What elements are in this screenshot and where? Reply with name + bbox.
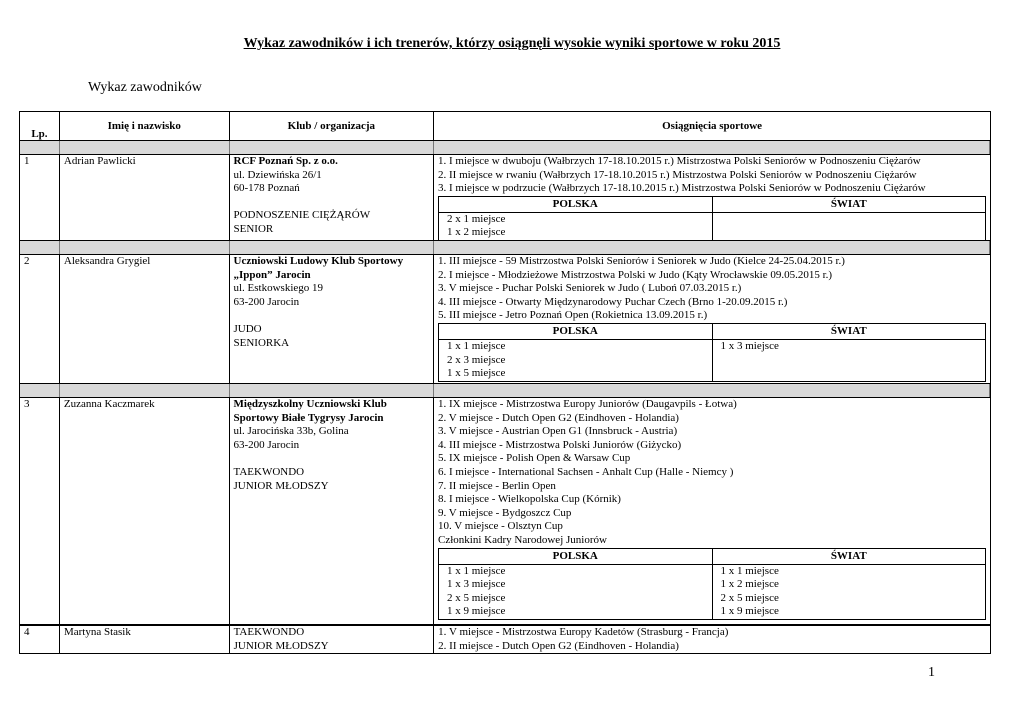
discipline: TAEKWONDO [233, 465, 305, 478]
club-cell [230, 626, 435, 653]
results-header-world: ŚWIAT [712, 196, 986, 212]
achievement-item: 8. I miejsce - Wielkopolska Cup (Kórnik) [438, 493, 621, 506]
club-name: „Ippon” Jarocin [233, 268, 311, 281]
row-lp: 1 [20, 155, 60, 240]
achievement-item: 4. III miejsce - Otwarty Międzynarodowy Puchar Czech (Brno 1-20.09.2015 r.) [438, 295, 788, 308]
table-row [19, 155, 991, 241]
achievement-item: 1. I miejsce w dwuboju (Wałbrzych 17-18.10.2015 r.) Mistrzostwa Polski Seniorów w Podnoszeniu Ciężarów [438, 155, 921, 167]
athlete-name: Zuzanna Kaczmarek [60, 398, 230, 624]
club-postcode: 63-200 Jarocin [233, 295, 300, 308]
achievement-item: 1. IX miejsce - Mistrzostwa Europy Juniorów (Daugavpils - Łotwa) [438, 398, 737, 410]
result-item: 2 x 5 miejsce [447, 591, 506, 604]
achievement-item: 2. I miejsce - Młodzieżowe Mistrzostwa Polski w Judo (Kąty Wrocławskie 09.05.2015 r.) [438, 268, 833, 281]
row-lp: 2 [20, 255, 60, 383]
results-header-world: ŚWIAT [712, 548, 986, 564]
club-name: Sportowy Białe Tygrysy Jarocin [233, 411, 384, 424]
result-item: 1 x 2 miejsce [447, 226, 506, 239]
results-table [438, 196, 986, 241]
achievement-item: Członkini Kadry Narodowej Juniorów [438, 533, 607, 546]
achievement-item: 9. V miejsce - Bydgoszcz Cup [438, 506, 572, 519]
discipline: TAEKWONDO [233, 626, 305, 638]
results-header-poland: POLSKA [439, 196, 713, 212]
club-cell [230, 255, 435, 383]
results-header-poland: POLSKA [439, 323, 713, 339]
club-name: RCF Poznań Sp. z o.o. [233, 155, 338, 167]
achievement-item: 1. III miejsce - 59 Mistrzostwa Polski Seniorów i Seniorek w Judo (Kielce 24-25.04.2015 r.) [438, 255, 845, 267]
achievement-item: 3. V miejsce - Austrian Open G1 (Innsbruck - Austria) [438, 425, 678, 438]
result-item: 1 x 3 miejsce [720, 339, 779, 352]
achievements-cell [434, 626, 990, 653]
row-separator [19, 141, 991, 155]
achievement-item: 2. II miejsce w rwaniu (Wałbrzych 17-18.10.2015 r.) Mistrzostwa Polski Seniorów w Podnoszeniu Ciężarów [438, 168, 917, 181]
table-row [19, 398, 991, 625]
result-item: 1 x 1 miejsce [720, 564, 779, 577]
header-achievements: Osiągnięcia sportowe [662, 120, 763, 132]
header-lp: Lp. [20, 112, 60, 140]
achievement-item: 4. III miejsce - Mistrzostwa Polski Juniorów (Giżycko) [438, 438, 682, 451]
results-header-world: ŚWIAT [712, 323, 986, 339]
club-cell [230, 398, 435, 624]
results-poland [439, 564, 713, 619]
header-name: Imię i nazwisko [60, 112, 230, 140]
achievement-item: 10. V miejsce - Olsztyn Cup [438, 520, 563, 533]
result-item: 1 x 3 miejsce [447, 578, 506, 591]
results-world [712, 339, 986, 381]
category: SENIORKA [233, 336, 290, 349]
club-postcode: 63-200 Jarocin [233, 438, 300, 451]
achievement-item: 3. V miejsce - Puchar Polski Seniorek w Judo ( Luboń 07.03.2015 r.) [438, 282, 742, 295]
achievement-item: 1. V miejsce - Mistrzostwa Europy Kadetów (Strasburg - Francja) [438, 626, 729, 638]
achievement-item: 6. I miejsce - International Sachsen - Anhalt Cup (Halle - Niemcy ) [438, 465, 734, 478]
result-item: 1 x 9 miejsce [447, 605, 506, 618]
table-row [19, 625, 991, 654]
table-header [19, 111, 991, 141]
table-row [19, 255, 991, 384]
achievement-item: 5. III miejsce - Jetro Poznań Open (Rokietnica 13.09.2015 r.) [438, 309, 708, 322]
achievements-cell [434, 255, 990, 383]
result-item: 1 x 1 miejsce [447, 339, 506, 352]
achievement-item: 7. II miejsce - Berlin Open [438, 479, 556, 492]
club-name: Międzyszkolny Uczniowski Klub [233, 398, 387, 410]
club-cell [230, 155, 435, 240]
athlete-name: Martyna Stasik [60, 626, 230, 653]
results-table [438, 548, 986, 620]
achievements-cell [434, 398, 990, 624]
header-club: Klub / organizacja [230, 112, 435, 140]
club-address: ul. Jarocińska 33b, Golina [233, 425, 349, 438]
results-table [438, 323, 986, 382]
achievement-item: 2. II miejsce - Dutch Open G2 (Eindhoven - Holandia) [438, 639, 679, 652]
row-separator [19, 384, 991, 398]
category: JUNIOR MŁODSZY [233, 479, 329, 492]
discipline: PODNOSZENIE CIĘŻĄRÓW [233, 209, 371, 222]
row-lp: 4 [20, 626, 60, 653]
result-item: 1 x 5 miejsce [447, 367, 506, 380]
category: SENIOR [233, 222, 274, 235]
document-title: Wykaz zawodników i ich trenerów, którzy osiągnęli wysokie wyniki sportowe w roku 2015 [243, 36, 781, 51]
result-item: 1 x 9 miejsce [720, 605, 779, 618]
results-world [712, 212, 986, 240]
row-separator [19, 241, 991, 255]
club-postcode: 60-178 Poznań [233, 182, 300, 195]
achievement-item: 2. V miejsce - Dutch Open G2 (Eindhoven - Holandia) [438, 411, 679, 424]
category: JUNIOR MŁODSZY [233, 639, 329, 652]
club-address: ul. Dziewińska 26/1 [233, 168, 322, 181]
achievements-cell [434, 155, 990, 240]
section-subtitle: Wykaz zawodników [88, 80, 202, 95]
result-item: 2 x 3 miejsce [447, 353, 506, 366]
achievement-item: 3. I miejsce w podrzucie (Wałbrzych 17-18.10.2015 r.) Mistrzostwa Polski Seniorów w Podnoszeniu Ciężarów [438, 182, 926, 195]
result-item: 1 x 1 miejsce [447, 564, 506, 577]
results-world [712, 564, 986, 619]
achievement-item: 5. IX miejsce - Polish Open & Warsaw Cup [438, 452, 631, 465]
row-lp: 3 [20, 398, 60, 624]
page-number: 1 [928, 665, 935, 680]
result-item: 2 x 5 miejsce [720, 591, 779, 604]
results-poland [439, 212, 713, 240]
discipline: JUDO [233, 322, 262, 335]
athlete-name: Adrian Pawlicki [60, 155, 230, 240]
results-header-poland: POLSKA [439, 548, 713, 564]
result-item: 2 x 1 miejsce [447, 212, 506, 225]
club-name: Uczniowski Ludowy Klub Sportowy [233, 255, 404, 267]
results-poland [439, 339, 713, 381]
club-address: ul. Estkowskiego 19 [233, 282, 324, 295]
athlete-name: Aleksandra Grygiel [60, 255, 230, 383]
result-item: 1 x 2 miejsce [720, 578, 779, 591]
